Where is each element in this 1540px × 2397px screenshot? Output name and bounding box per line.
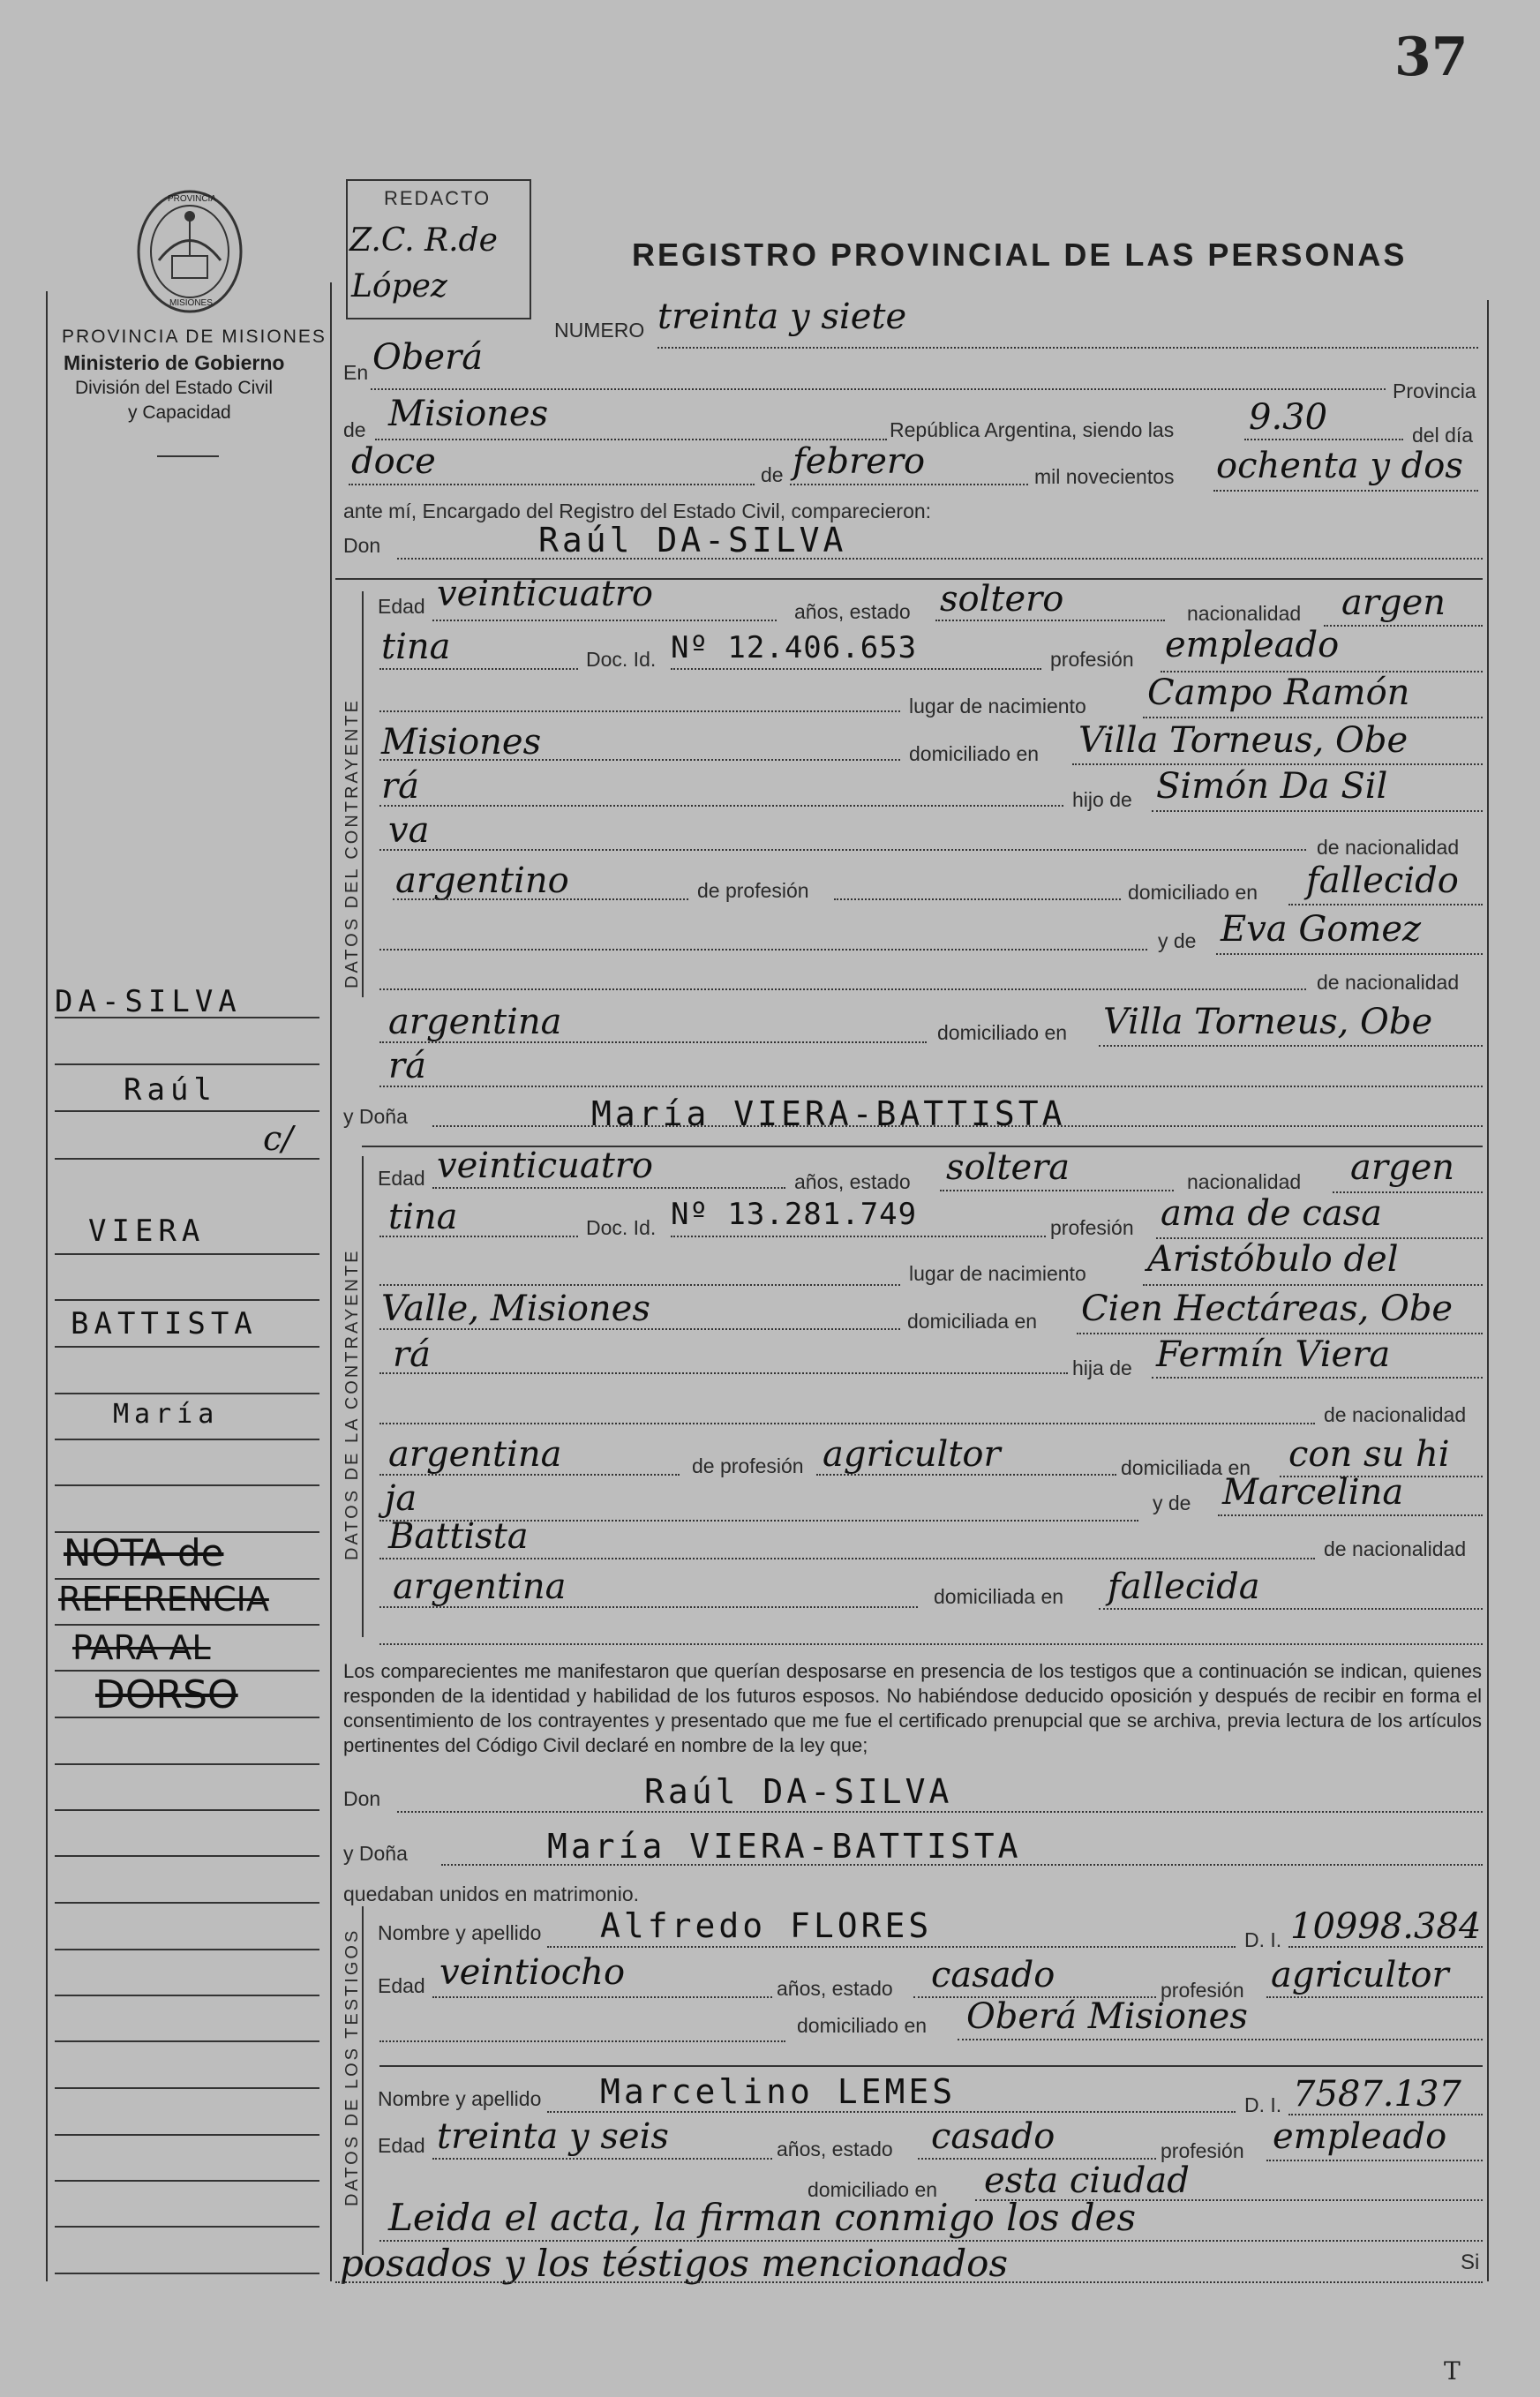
profesion-label-f: profesión xyxy=(1050,1216,1134,1239)
redacto-value: Z.C. R.de xyxy=(349,222,498,259)
domicilio-value-cont: rá xyxy=(381,766,419,807)
edad-value: veinticuatro xyxy=(437,574,653,614)
registry-title: REGISTRO PROVINCIAL DE LAS PERSONAS xyxy=(632,237,1408,273)
margin-apellido-2: VIERA xyxy=(88,1214,206,1249)
line xyxy=(1143,717,1483,718)
line xyxy=(816,1474,1116,1476)
y-dona-label: y Doña xyxy=(343,1105,408,1128)
line xyxy=(1288,904,1483,905)
margin-line xyxy=(55,2040,319,2042)
margin-conj: c/ xyxy=(263,1119,294,1158)
division-label-2: y Capacidad xyxy=(128,402,231,423)
line xyxy=(371,388,1386,390)
nacionalidad-value-f-cont: tina xyxy=(388,1197,458,1237)
madre-nacionalidad-f: argentina xyxy=(393,1567,567,1607)
line xyxy=(379,1606,918,1608)
line xyxy=(397,1811,1483,1813)
margin-line xyxy=(55,2273,319,2274)
edad-label-f: Edad xyxy=(378,1167,425,1190)
t1-domiciliado-label: domiciliado en xyxy=(797,2014,928,2037)
doc-label: Doc. Id. xyxy=(586,648,657,671)
edad-label: Edad xyxy=(378,595,425,618)
margin-line xyxy=(55,2226,319,2228)
line xyxy=(671,668,1041,670)
line xyxy=(790,484,1028,485)
division-label: División del Estado Civil xyxy=(75,378,274,398)
line xyxy=(379,1643,1483,1645)
line xyxy=(432,1125,1483,1127)
line xyxy=(397,558,1483,560)
closing-line-2: posados y los téstigos mencionados xyxy=(340,2242,1009,2285)
line xyxy=(379,1284,900,1286)
domicilio-value-f-cont: rá xyxy=(393,1334,431,1375)
madre-domiciliada-label: domiciliada en xyxy=(934,1585,1064,1608)
margin-nota-1: NOTA de xyxy=(64,1531,224,1574)
line xyxy=(1152,1377,1483,1379)
profesion-value-f: ama de casa xyxy=(1161,1193,1382,1234)
de-nacionalidad-label-2: de nacionalidad xyxy=(1317,971,1460,994)
domiciliada-label: domiciliada en xyxy=(907,1310,1038,1333)
seal-top-text: PROVINCIA xyxy=(168,194,217,204)
line xyxy=(1216,953,1483,955)
padre-value: Simón Da Sil xyxy=(1156,766,1388,807)
margin-line xyxy=(55,1809,319,1811)
lugar-value-f: Aristóbulo del xyxy=(1147,1239,1399,1280)
t1-anos-estado-label: años, estado xyxy=(777,1977,893,2000)
line xyxy=(1143,1284,1483,1286)
t1-edad-value: veintiocho xyxy=(439,1952,626,1993)
margin-line xyxy=(55,1063,319,1065)
line xyxy=(335,2281,1483,2283)
madre-nacionalidad: argentina xyxy=(388,1002,562,1042)
decl-don-label: Don xyxy=(343,1787,381,1810)
margin-line xyxy=(55,1017,319,1018)
doc-label-f: Doc. Id. xyxy=(586,1216,657,1239)
line xyxy=(379,2040,785,2042)
margin-line xyxy=(55,1158,319,1160)
line xyxy=(379,2065,1483,2067)
doc-value-f: Nº 13.281.749 xyxy=(671,1197,918,1232)
profesion-label: profesión xyxy=(1050,648,1134,671)
de-label-2: de xyxy=(761,463,784,486)
margin-line xyxy=(55,1578,319,1580)
page-number: 37 xyxy=(1394,26,1469,88)
contrayente-section-label: DATOS DEL CONTRAYENTE xyxy=(342,698,362,988)
line xyxy=(935,620,1165,621)
closing-line-1: Leida el acta, la firman conmigo los des xyxy=(388,2196,1137,2239)
de-profesion-label: de profesión xyxy=(697,879,809,902)
t1-d-label: D. I. xyxy=(1244,1928,1282,1951)
t1-estado-value: casado xyxy=(931,1955,1055,1995)
decl-dona-label: y Doña xyxy=(343,1842,408,1865)
province-seal xyxy=(132,185,247,318)
province-label: PROVINCIA DE MISIONES xyxy=(62,327,327,347)
padre-domiciliada-label: domiciliada en xyxy=(1121,1456,1251,1479)
line xyxy=(1288,2114,1483,2115)
line xyxy=(379,668,578,670)
madre-value-f-cont: Battista xyxy=(388,1516,529,1557)
hijo-label: hijo de xyxy=(1072,788,1132,811)
t2-edad-label: Edad xyxy=(378,2134,425,2157)
republica-text: República Argentina, siendo las xyxy=(890,418,1175,441)
padre-domicilio: fallecido xyxy=(1306,860,1459,901)
line xyxy=(432,1187,785,1189)
t1-edad-label: Edad xyxy=(378,1974,425,1997)
margin-apellido-2b: BATTISTA xyxy=(71,1306,258,1341)
nacionalidad-label-f: nacionalidad xyxy=(1187,1170,1302,1193)
lugar-value: Campo Ramón xyxy=(1147,673,1410,713)
t2-estado-value: casado xyxy=(931,2116,1055,2157)
margin-line xyxy=(55,1902,319,1904)
t2-d-label: D. I. xyxy=(1244,2093,1282,2116)
line xyxy=(379,949,1147,951)
line xyxy=(379,1041,927,1043)
madre-value: Eva Gomez xyxy=(1221,909,1422,950)
don-label: Don xyxy=(343,534,381,557)
closing-line-2-end: Si xyxy=(1461,2250,1480,2274)
padre-nacionalidad-f: argentina xyxy=(388,1434,562,1475)
line xyxy=(1266,1996,1483,1998)
de-profesion-label-f: de profesión xyxy=(692,1454,804,1477)
nacionalidad-value-cont: tina xyxy=(381,627,451,667)
line xyxy=(379,988,1306,990)
left-margin-rule xyxy=(46,291,48,2281)
anos-estado-label-f: años, estado xyxy=(794,1170,911,1193)
line xyxy=(834,898,1121,900)
line xyxy=(1072,763,1483,765)
margin-line xyxy=(55,1949,319,1950)
lugar-label-f: lugar de nacimiento xyxy=(909,1262,1086,1285)
line xyxy=(958,2039,1483,2040)
provincia-label: Provincia xyxy=(1393,379,1476,402)
nacionalidad-label: nacionalidad xyxy=(1187,602,1302,625)
testigos-section-label: DATOS DE LOS TESTIGOS xyxy=(342,1927,362,2206)
nacionalidad-value: argen xyxy=(1341,582,1446,623)
margin-nota-4: DORSO xyxy=(95,1672,238,1717)
margin-line xyxy=(55,1110,319,1112)
line xyxy=(379,1328,900,1330)
contrayenta-section-label: DATOS DE LA CONTRAYENTE xyxy=(342,1248,362,1560)
line xyxy=(379,1236,578,1237)
form-right-rule xyxy=(1487,300,1489,2281)
margin-line xyxy=(55,1624,319,1626)
margin-line xyxy=(55,1346,319,1348)
t1-profesion-label: profesión xyxy=(1161,1979,1244,2002)
line xyxy=(432,620,777,621)
margin-line xyxy=(55,1253,319,1255)
t1-di-value: 10998.384 xyxy=(1290,1906,1482,1947)
hora-value: 9.30 xyxy=(1249,397,1328,438)
t2-anos-estado-label: años, estado xyxy=(777,2138,893,2160)
margin-line xyxy=(55,1393,319,1394)
margin-line xyxy=(55,1439,319,1440)
line xyxy=(379,759,900,761)
line xyxy=(1324,625,1483,627)
line xyxy=(657,347,1478,349)
line xyxy=(1266,2160,1483,2161)
line xyxy=(1218,1514,1483,1516)
madre-domicilio-f: fallecida xyxy=(1108,1567,1260,1607)
line xyxy=(1213,490,1478,492)
estado-value: soltero xyxy=(940,579,1064,620)
padre-value-cont: va xyxy=(388,810,430,851)
dia-value: doce xyxy=(351,441,436,482)
line xyxy=(379,1423,1315,1424)
decl-don-value: Raúl DA-SILVA xyxy=(644,1772,953,1811)
footer-mark: T xyxy=(1444,2356,1461,2386)
margin-nombre-1: Raúl xyxy=(124,1072,217,1108)
line xyxy=(379,1474,680,1476)
t1-profesion-value: agricultor xyxy=(1271,1955,1449,1995)
line xyxy=(379,805,1063,807)
line xyxy=(1152,810,1483,812)
hija-label: hija de xyxy=(1072,1356,1132,1379)
t2-nombre-value: Marcelino LEMES xyxy=(600,2072,957,2111)
mil-text: mil novecientos xyxy=(1034,465,1175,488)
margin-apellido-1: DA-SILVA xyxy=(55,984,242,1019)
line xyxy=(671,1236,1046,1237)
estado-value-f: soltera xyxy=(946,1147,1070,1188)
t2-profesion-value: empleado xyxy=(1273,2116,1447,2157)
t2-edad-value: treinta y seis xyxy=(437,2116,669,2157)
t2-domiciliado-label: domiciliado en xyxy=(808,2178,938,2201)
de-value: Misiones xyxy=(388,394,549,434)
line xyxy=(918,2158,1156,2160)
margin-line xyxy=(55,1763,319,1765)
profesion-value: empleado xyxy=(1165,625,1340,665)
ante-text: ante mí, Encargado del Registro del Estado Civil, comparecieron: xyxy=(343,500,932,522)
t1-domicilio-value: Oberá Misiones xyxy=(966,1996,1248,2037)
line xyxy=(1288,1946,1483,1948)
nacionalidad-value-f: argen xyxy=(1350,1147,1455,1188)
de-nacionalidad-label: de nacionalidad xyxy=(1317,836,1460,859)
madre-domicilio-cont: rá xyxy=(388,1046,426,1086)
anos-estado-label: años, estado xyxy=(794,600,911,623)
anio-value: ochenta y dos xyxy=(1216,446,1463,486)
domicilio-value: Villa Torneus, Obe xyxy=(1078,720,1409,761)
margin-line xyxy=(55,1531,319,1533)
margin-line xyxy=(55,2087,319,2089)
de-nacionalidad-label-f: de nacionalidad xyxy=(1324,1403,1467,1426)
line xyxy=(1099,1608,1483,1610)
line xyxy=(940,1190,1174,1191)
line xyxy=(393,898,688,900)
margin-nota-3: PARA AL xyxy=(72,1628,211,1667)
line xyxy=(379,710,900,712)
ministry-label: Ministerio de Gobierno xyxy=(64,351,285,374)
margin-line xyxy=(55,1299,319,1301)
margin-line xyxy=(55,2134,319,2136)
del-dia-label: del día xyxy=(1412,424,1474,447)
declaration-paragraph: Los comparecientes me manifestaron que querían desposarse en presencia de los testigos que a continuación se indican, quienes responden de la identidad y habilidad de los futuros esposos. No habiéndose deducido oposición y después de recibir en forma el consentimiento de los contrayentes y presentado que me fue el certificado prenupcial que se archiva, previa lectura de los artículos pertinentes del Código Civil declaré en nombre de la ley que; xyxy=(343,1660,1482,1756)
madre-domicilio: Villa Torneus, Obe xyxy=(1103,1002,1433,1042)
line xyxy=(1244,439,1403,440)
lugar-value-f-cont: Valle, Misiones xyxy=(381,1289,650,1329)
line xyxy=(547,2111,1236,2113)
de-nacionalidad-label-f2: de nacionalidad xyxy=(1324,1537,1467,1560)
line xyxy=(375,439,887,440)
line xyxy=(349,484,755,485)
line xyxy=(441,1864,1483,1866)
redacto-label: REDACTO xyxy=(384,187,492,209)
margin-line xyxy=(55,1717,319,1718)
edad-value-f: veinticuatro xyxy=(437,1146,653,1186)
padre-profesion-f: agricultor xyxy=(823,1434,1001,1475)
y-de-label: y de xyxy=(1158,929,1197,952)
domicilio-value-f: Cien Hectáreas, Obe xyxy=(1081,1289,1454,1329)
en-label: En xyxy=(343,361,369,384)
madre-domiciliado-label: domiciliado en xyxy=(937,1021,1068,1044)
line xyxy=(547,1946,1236,1948)
padre-domiciliado-label: domiciliado en xyxy=(1128,881,1258,904)
line xyxy=(379,1372,1068,1374)
margin-nota-2: REFERENCIA xyxy=(58,1580,269,1619)
decl-dona-value: María VIERA-BATTISTA xyxy=(547,1827,1022,1866)
form-left-rule xyxy=(330,282,332,2281)
t1-nombre-label: Nombre y apellido xyxy=(378,1921,542,1944)
numero-label: NUMERO xyxy=(554,319,645,342)
y-de-label-f: y de xyxy=(1153,1492,1191,1514)
line xyxy=(379,849,1306,851)
doc-value: Nº 12.406.653 xyxy=(671,630,918,665)
lugar-label: lugar de nacimiento xyxy=(909,695,1086,718)
t2-profesion-label: profesión xyxy=(1161,2139,1244,2162)
t1-nombre-value: Alfredo FLORES xyxy=(600,1906,933,1945)
margin-line xyxy=(55,1670,319,1672)
t2-di-value: 7587.137 xyxy=(1293,2074,1461,2115)
redacto-value-2: López xyxy=(351,268,447,304)
seal-bottom-text: MISIONES xyxy=(169,298,213,308)
margin-line xyxy=(55,2180,319,2182)
padre-domicilio-f: con su hi xyxy=(1288,1434,1450,1475)
mes-value: febrero xyxy=(793,441,926,482)
lugar-value-cont: Misiones xyxy=(381,722,542,763)
padre-nacionalidad: argentino xyxy=(395,860,569,901)
t2-domicilio-value: esta ciudad xyxy=(984,2160,1190,2201)
margin-line xyxy=(55,1995,319,1996)
line xyxy=(379,1086,1483,1087)
de-label: de xyxy=(343,418,366,441)
domiciliado-label: domiciliado en xyxy=(909,742,1040,765)
t2-nombre-label: Nombre y apellido xyxy=(378,2087,542,2110)
numero-value: treinta y siete xyxy=(657,297,907,337)
dona-value: María VIERA-BATTISTA xyxy=(591,1094,1066,1133)
en-value: Oberá xyxy=(372,337,484,378)
line xyxy=(432,1996,772,1998)
don-value: Raúl DA-SILVA xyxy=(538,521,847,560)
line xyxy=(432,2158,772,2160)
margin-nombre-2: María xyxy=(113,1399,220,1430)
margin-line xyxy=(55,1484,319,1486)
header-divider xyxy=(157,455,219,457)
line xyxy=(1099,1045,1483,1047)
line xyxy=(379,1558,1315,1559)
madre-value-f: Marcelina xyxy=(1222,1472,1404,1513)
padre-value-f: Fermín Viera xyxy=(1156,1334,1391,1375)
quedaban-text: quedaban unidos en matrimonio. xyxy=(343,1882,640,1905)
padre-domicilio-f-cont: ja xyxy=(385,1478,417,1519)
margin-line xyxy=(55,1855,319,1857)
